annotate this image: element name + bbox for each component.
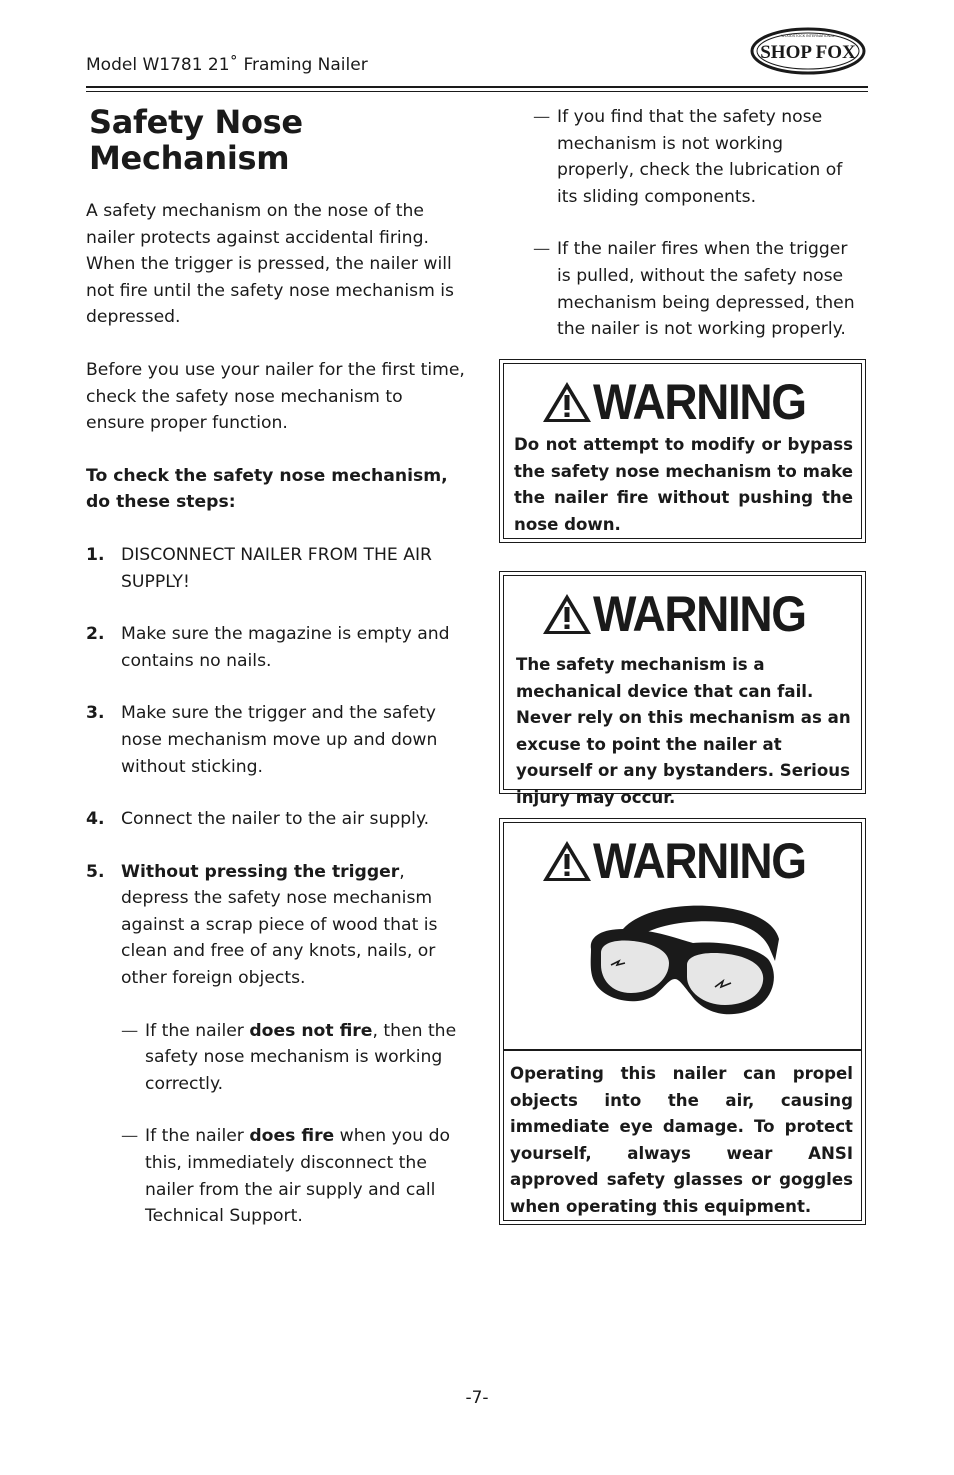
sub-bold: does not fire — [249, 1020, 373, 1041]
warning-word: WARNING — [592, 374, 806, 430]
step-text — [121, 859, 466, 992]
section-title: Safety Nose Mechanism — [89, 103, 303, 177]
dash-marker: — — [533, 107, 551, 127]
right-sub-text: If the nailer fires when the trigger is pulled, without the safety nose mechanism being depressed, then the nailer is not working properly. — [557, 239, 855, 340]
warning-box-3 — [499, 818, 866, 1225]
sub-post: , then the safety nose mechanism is working correctly. — [145, 1020, 457, 1094]
warning-header — [504, 584, 861, 644]
warning-box-2 — [499, 571, 866, 807]
sub-item — [121, 1123, 466, 1229]
intro-paragraph-2: Before you use your nailer for the first time, check the safety nose mechanism to ensure proper function. — [86, 359, 465, 434]
step-text: DISCONNECT NAILER FROM THE AIR SUPPLY! — [121, 544, 432, 592]
step-number: 1. — [86, 544, 105, 565]
step-number: 3. — [86, 703, 105, 724]
right-sub-text: If you find that the safety nose mechanism is not working properly, check the lubrication of its sliding components. — [557, 107, 843, 207]
warning-triangle-icon — [541, 379, 593, 425]
sub-item-text — [145, 1123, 466, 1229]
warning-triangle-icon — [541, 838, 593, 884]
step-number: 4. — [86, 809, 105, 830]
warning-header — [504, 831, 861, 891]
svg-text:WOODSTOCK INTERNATIONAL: WOODSTOCK INTERNATIONAL — [781, 34, 835, 38]
sub-pre: If the nailer — [145, 1020, 250, 1041]
warning-inner — [503, 822, 862, 1221]
sub-pre: If the nailer — [145, 1126, 250, 1147]
step-text: Make sure the trigger and the safety nose mechanism move up and down without sticking. — [121, 703, 438, 777]
warning-header — [504, 372, 861, 432]
steps-heading: To check the safety nose mechanism, do these steps: — [86, 465, 448, 513]
sub-item — [121, 1018, 466, 1098]
right-sub-item — [533, 104, 863, 210]
warning-triangle-icon — [541, 591, 593, 637]
warning-inner — [503, 575, 862, 807]
header-rule — [86, 86, 868, 88]
step-item — [86, 859, 466, 992]
warning-inner — [503, 363, 862, 539]
warning-text: The safety mechanism is a mechanical device that can fail. Never rely on this mechanism as an excuse to point the nailer at yourself or any bystanders. Serious injury may occur. — [516, 655, 851, 807]
step-number: 2. — [86, 624, 105, 645]
dash-marker: — — [533, 239, 551, 260]
step-item — [86, 700, 466, 780]
warning-divider — [504, 1049, 861, 1051]
step-item — [86, 806, 466, 833]
dash-marker: — — [121, 1020, 139, 1041]
step-text: Make sure the magazine is empty and contains no nails. — [121, 624, 450, 671]
document-header-model: Model W1781 21˚ Framing Nailer — [86, 55, 368, 75]
right-column-items — [533, 104, 863, 369]
warning-word: WARNING — [592, 833, 806, 889]
step-rest: , depress the safety nose mechanism against a scrap piece of wood that is clean and free of any knots, nails, or other foreign objects. — [121, 861, 438, 989]
header-rule-thin — [86, 91, 868, 92]
step-text: Connect the nailer to the air supply. — [121, 809, 430, 830]
left-column — [86, 104, 466, 1256]
page-number: -7- — [465, 1388, 489, 1408]
intro-paragraph-1: A safety mechanism on the nose of the nailer protects against accidental firing. When the trigger is pressed, the nailer will not fire until the safety nose mechanism is depressed. — [86, 201, 455, 328]
svg-text:SHOP FOX: SHOP FOX — [760, 42, 856, 63]
step-item — [86, 542, 466, 595]
sub-item-text — [145, 1018, 466, 1098]
step-lead: Without pressing the trigger — [121, 861, 400, 882]
warning-text: Do not attempt to modify or bypass the safety nose mechanism to make the nailer fire without pushing the nose down. — [514, 435, 853, 534]
safety-glasses-icon — [583, 899, 783, 1027]
sub-post: when you do this, immediately disconnect the nailer from the air supply and call Technical Support. — [145, 1126, 451, 1227]
step-item — [86, 621, 466, 674]
step-number: 5. — [86, 861, 105, 882]
warning-word: WARNING — [592, 586, 806, 642]
warning-box-1 — [499, 359, 866, 543]
right-sub-item — [533, 236, 863, 342]
sub-bold: does fire — [249, 1126, 335, 1147]
warning-text: Operating this nailer can propel objects into the air, causing immediate eye damage. To protect yourself, always wear ANSI approved safety glasses or goggles when operating this equipment. — [510, 1064, 853, 1216]
dash-marker: — — [121, 1126, 139, 1147]
shop-fox-logo — [748, 24, 868, 78]
